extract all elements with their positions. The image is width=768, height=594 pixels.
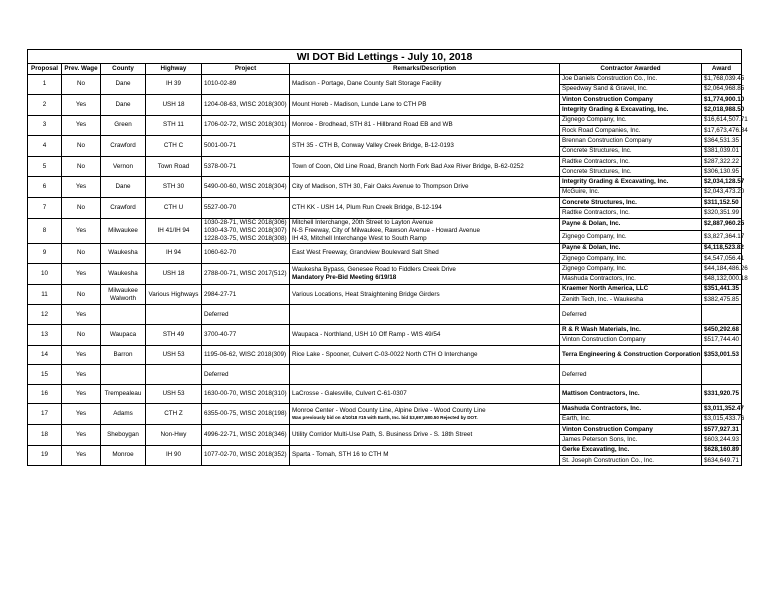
award-cell: $634,649.71 [702, 455, 742, 465]
highway-cell: STH 49 [146, 325, 202, 346]
highway-cell: IH 41/IH 94 [146, 218, 202, 243]
header-project: Project [202, 64, 290, 75]
project-cell: Deferred [202, 305, 290, 325]
proposal-cell: 10 [28, 264, 62, 285]
contractor-cell: Concrete Structures, Inc. [560, 167, 702, 177]
prev-wage-cell: No [62, 243, 101, 264]
award-cell: $306,130.95 [702, 167, 742, 177]
remarks-cell: City of Madison, STH 30, Fair Oaks Avenue to Thompson Drive [290, 177, 560, 198]
contractor-cell: Vinton Construction Company [560, 335, 702, 345]
prev-wage-cell: Yes [62, 345, 101, 365]
proposal-cell: 18 [28, 425, 62, 446]
remarks-cell: Mount Horeb - Madison, Lunde Lane to CTH PB [290, 95, 560, 116]
contractor-cell: Deferred [560, 365, 702, 385]
county-cell: Sheboygan [101, 425, 146, 446]
contractor-cell: Vinton Construction Company [560, 95, 702, 105]
county-cell: Green [101, 115, 146, 136]
table-row [28, 177, 742, 187]
award-cell: $3,827,364.17 [702, 231, 742, 244]
contractor-cell: Mattison Contractors, Inc. [560, 384, 702, 404]
project-cell: 1706-02-72, WISC 2018(301) [202, 115, 290, 136]
remarks-cell: LaCrosse - Galesville, Culvert C-61-0307 [290, 384, 560, 404]
header-county: County [101, 64, 146, 75]
award-cell: $2,064,968.85 [702, 84, 742, 94]
project-cell: 2788-00-71, WISC 2017(512) [202, 264, 290, 285]
project-cell: 1195-06-62, WISC 2018(309) [202, 345, 290, 365]
county-cell: Waupaca [101, 325, 146, 346]
remarks-cell: Waupaca - Northland, USH 10 Off Ramp - WIS 49/54 [290, 325, 560, 346]
prev-wage-cell: Yes [62, 95, 101, 116]
award-cell: $3,011,352.47 [702, 404, 742, 414]
remarks-cell: Rice Lake - Spooner, Culvert C-03-0022 North CTH O Interchange [290, 345, 560, 365]
remarks-note: Was previously bid on 4/10/18 #15 with Earth, Inc. bid $3,697,580.50 Rejected by DOT. [292, 415, 478, 421]
proposal-cell: 19 [28, 445, 62, 466]
prev-wage-cell: No [62, 74, 101, 95]
contractor-cell: Joe Daniels Construction Co., Inc. [560, 74, 702, 84]
award-cell [702, 305, 742, 325]
contractor-cell: Gerke Excavating, Inc. [560, 445, 702, 455]
award-cell: $353,001.53 [702, 345, 742, 365]
proposal-cell: 2 [28, 95, 62, 116]
table-row [28, 156, 742, 166]
award-cell: $517,744.40 [702, 335, 742, 345]
county-cell: Monroe [101, 445, 146, 466]
project-cell: 1204-08-63, WISC 2018(300) [202, 95, 290, 116]
table-row [28, 74, 742, 84]
title-row [28, 50, 742, 64]
prev-wage-cell: No [62, 284, 101, 305]
table-row [28, 365, 742, 385]
highway-cell: USH 53 [146, 384, 202, 404]
award-cell: $4,118,523.82 [702, 243, 742, 253]
table-row [28, 136, 742, 146]
project-cell: 1077-02-70, WISC 2018(352) [202, 445, 290, 466]
prev-wage-cell: Yes [62, 445, 101, 466]
award-cell: $382,475.85 [702, 295, 742, 305]
remarks-cell: Monroe - Brodhead, STH 81 - Hillbrand Road EB and WB [290, 115, 560, 136]
header-prev-wage: Prev. Wage [62, 64, 101, 75]
contractor-cell: Concrete Structures, Inc. [560, 146, 702, 156]
highway-cell: IH 39 [146, 74, 202, 95]
county-cell: Waukesha [101, 264, 146, 285]
award-cell: $450,292.68 [702, 325, 742, 335]
project-cell: 5527-00-70 [202, 198, 290, 219]
table-row [28, 264, 742, 274]
proposal-cell: 15 [28, 365, 62, 385]
bid-table [27, 49, 748, 466]
table-row [28, 384, 742, 404]
project-cell: 2984-27-71 [202, 284, 290, 305]
remarks-cell: Various Locations, Heat Straightening Bridge Girders [290, 284, 560, 305]
county-cell: Milwaukee Walworth [101, 284, 146, 305]
header-award: Award [702, 64, 742, 75]
highway-cell: USH 53 [146, 345, 202, 365]
county-cell: Waukesha [101, 243, 146, 264]
award-cell: $351,441.35 [702, 284, 742, 294]
table-row [28, 425, 742, 435]
page-title: WI DOT Bid Lettings - July 10, 2018 [28, 50, 742, 64]
highway-cell: CTH Z [146, 404, 202, 425]
contractor-cell: Kraemer North America, LLC [560, 284, 702, 294]
award-cell: $4,547,056.41 [702, 253, 742, 263]
award-cell: $628,160.89 [702, 445, 742, 455]
highway-cell: USH 18 [146, 95, 202, 116]
contractor-cell: Brennan Construction Company [560, 136, 702, 146]
project-cell: Deferred [202, 365, 290, 385]
contractor-cell: Radtke Contractors, Inc. [560, 208, 702, 218]
proposal-cell: 7 [28, 198, 62, 219]
award-cell: $320,351.99 [702, 208, 742, 218]
contractor-cell: Rock Road Companies, Inc. [560, 125, 702, 135]
contractor-cell: Mashuda Contractors, Inc. [560, 274, 702, 284]
county-cell: Dane [101, 95, 146, 116]
award-cell: $3,015,433.76 [702, 414, 742, 424]
award-cell: $17,673,476.84 [702, 125, 742, 135]
award-cell: $331,920.75 [702, 384, 742, 404]
remarks-cell: CTH KK - USH 14, Plum Run Creek Bridge, B-12-194 [290, 198, 560, 219]
contractor-cell: Earth, Inc. [560, 414, 702, 424]
prev-wage-cell: Yes [62, 425, 101, 446]
project-cell: 5490-00-60, WISC 2018(304) [202, 177, 290, 198]
contractor-cell: St. Joseph Construction Co., Inc. [560, 455, 702, 465]
contractor-cell: Integrity Grading & Excavating, Inc. [560, 177, 702, 187]
prev-wage-cell: Yes [62, 115, 101, 136]
project-cell: 1060-62-70 [202, 243, 290, 264]
prev-wage-cell: Yes [62, 218, 101, 243]
contractor-cell: Integrity Grading & Excavating, Inc. [560, 105, 702, 115]
project-cell: 1030-28-71, WISC 2018(306) 1030-43-70, WISC 2018(307) 1228-03-75, WISC 2018(308) [202, 218, 290, 243]
proposal-cell: 8 [28, 218, 62, 243]
project-cell: 1010-02-89 [202, 74, 290, 95]
table-row [28, 404, 742, 414]
prev-wage-cell: No [62, 198, 101, 219]
award-cell: $2,018,988.50 [702, 105, 742, 115]
table-row [28, 243, 742, 253]
contractor-cell: Payne & Dolan, Inc. [560, 218, 702, 231]
county-cell [101, 365, 146, 385]
contractor-cell: McGuire, Inc. [560, 187, 702, 197]
contractor-cell: R & R Wash Materials, Inc. [560, 325, 702, 335]
remarks-cell: Madison - Portage, Dane County Salt Storage Facility [290, 74, 560, 95]
highway-cell: CTH U [146, 198, 202, 219]
highway-cell [146, 305, 202, 325]
highway-cell: Non-Hwy [146, 425, 202, 446]
contractor-cell: Zignego Company, Inc. [560, 231, 702, 244]
proposal-cell: 4 [28, 136, 62, 157]
award-cell: $16,614,507.71 [702, 115, 742, 125]
highway-cell: STH 30 [146, 177, 202, 198]
award-cell: $2,043,473.20 [702, 187, 742, 197]
header-contractor: Contractor Awarded [560, 64, 702, 75]
remarks-cell [290, 305, 560, 325]
county-cell: Milwaukee [101, 218, 146, 243]
proposal-cell: 14 [28, 345, 62, 365]
table-row [28, 445, 742, 455]
prev-wage-cell: Yes [62, 264, 101, 285]
award-cell: $381,039.01 [702, 146, 742, 156]
project-cell: 5378-00-71 [202, 156, 290, 177]
table-row [28, 305, 742, 325]
table-row [28, 284, 742, 294]
remarks-cell: Sparta - Tomah, STH 16 to CTH M [290, 445, 560, 466]
remarks-cell: STH 35 - CTH B, Conway Valley Creek Bridge, B-12-0193 [290, 136, 560, 157]
prev-wage-cell: No [62, 156, 101, 177]
prev-wage-cell: Yes [62, 365, 101, 385]
highway-cell: STH 11 [146, 115, 202, 136]
county-cell: Dane [101, 74, 146, 95]
proposal-cell: 9 [28, 243, 62, 264]
proposal-cell: 1 [28, 74, 62, 95]
table-row [28, 325, 742, 335]
table-row [28, 198, 742, 208]
project-cell: 3700-40-77 [202, 325, 290, 346]
proposal-cell: 11 [28, 284, 62, 305]
prev-wage-cell: Yes [62, 177, 101, 198]
contractor-cell: Speedway Sand & Gravel, Inc. [560, 84, 702, 94]
county-cell: Vernon [101, 156, 146, 177]
contractor-cell: Terra Engineering & Construction Corporation [560, 345, 702, 365]
remarks-cell: Waukesha Bypass, Genesee Road to Fiddlers Creek Drive Mandatory Pre-Bid Meeting 6/19/18 [290, 264, 560, 285]
contractor-cell: Zignego Company, Inc. [560, 264, 702, 274]
county-cell: Dane [101, 177, 146, 198]
contractor-cell: Payne & Dolan, Inc. [560, 243, 702, 253]
contractor-cell: Zignego Company, Inc. [560, 253, 702, 263]
contractor-cell: Radtke Contractors, Inc. [560, 156, 702, 166]
county-cell [101, 305, 146, 325]
highway-cell: Various Highways [146, 284, 202, 305]
project-cell: 5001-00-71 [202, 136, 290, 157]
award-cell: $603,244.93 [702, 435, 742, 445]
award-cell: $311,152.50 [702, 198, 742, 208]
award-cell: $577,927.31 [702, 425, 742, 435]
award-cell: $2,887,960.25 [702, 218, 742, 231]
contractor-cell: Mashuda Contractors, Inc. [560, 404, 702, 414]
bid-lettings-sheet [27, 49, 748, 466]
proposal-cell: 5 [28, 156, 62, 177]
award-cell: $2,034,128.57 [702, 177, 742, 187]
highway-cell: CTH C [146, 136, 202, 157]
contractor-cell: Deferred [560, 305, 702, 325]
remarks-cell: Town of Coon, Old Line Road, Branch North Fork Bad Axe River Bridge, B-62-0252 [290, 156, 560, 177]
award-cell [702, 365, 742, 385]
award-cell: $1,774,900.10 [702, 95, 742, 105]
county-cell: Crawford [101, 136, 146, 157]
contractor-cell: Vinton Construction Company [560, 425, 702, 435]
proposal-cell: 6 [28, 177, 62, 198]
remarks-cell [290, 365, 560, 385]
county-cell: Crawford [101, 198, 146, 219]
table-row [28, 95, 742, 105]
award-cell: $364,531.35 [702, 136, 742, 146]
remarks-cell: Mitchell Interchange, 20th Street to Layton Avenue N-S Freeway, City of Milwaukee, Rawson Avenue - Howard Avenue IH 43, Mitchell Interchange West to South Ramp [290, 218, 560, 243]
proposal-cell: 16 [28, 384, 62, 404]
proposal-cell: 13 [28, 325, 62, 346]
prev-wage-cell: Yes [62, 404, 101, 425]
highway-cell: IH 90 [146, 445, 202, 466]
prev-wage-cell: No [62, 136, 101, 157]
prev-wage-cell: Yes [62, 384, 101, 404]
highway-cell: USH 18 [146, 264, 202, 285]
table-row [28, 115, 742, 125]
highway-cell [146, 365, 202, 385]
county-cell: Trempealeau [101, 384, 146, 404]
header-highway: Highway [146, 64, 202, 75]
award-cell: $44,184,486.26 [702, 264, 742, 274]
remarks-cell: East West Freeway, Grandview Boulevard Salt Shed [290, 243, 560, 264]
award-cell: $287,322.22 [702, 156, 742, 166]
table-row [28, 218, 742, 231]
contractor-cell: James Peterson Sons, Inc. [560, 435, 702, 445]
highway-cell: IH 94 [146, 243, 202, 264]
header-proposal: Proposal [28, 64, 62, 75]
award-cell: $48,132,000.18 [702, 274, 742, 284]
highway-cell: Town Road [146, 156, 202, 177]
contractor-cell: Zenith Tech, Inc. - Waukesha [560, 295, 702, 305]
county-cell: Barron [101, 345, 146, 365]
prev-wage-cell: Yes [62, 305, 101, 325]
county-cell: Adams [101, 404, 146, 425]
award-cell: $1,768,039.45 [702, 74, 742, 84]
project-cell: 6355-00-75, WISC 2018(198) [202, 404, 290, 425]
project-cell: 1630-00-70, WISC 2018(310) [202, 384, 290, 404]
remarks-cell: Monroe Center - Wood County Line, Alpine Drive - Wood County Line Was previously bid on 4/10/18 #15 with Earth, Inc. bid $3,697,580.50 Rejected by DOT. [290, 404, 560, 425]
proposal-cell: 17 [28, 404, 62, 425]
header-row [28, 64, 742, 75]
proposal-cell: 3 [28, 115, 62, 136]
proposal-cell: 12 [28, 305, 62, 325]
project-cell: 4996-22-71, WISC 2018(346) [202, 425, 290, 446]
table-row [28, 345, 742, 365]
remarks-cell: Utility Corridor Multi-Use Path, S. Business Drive - S. 18th Street [290, 425, 560, 446]
contractor-cell: Zignego Company, Inc. [560, 115, 702, 125]
header-remarks: Remarks/Description [290, 64, 560, 75]
prev-wage-cell: No [62, 325, 101, 346]
contractor-cell: Concrete Structures, Inc. [560, 198, 702, 208]
